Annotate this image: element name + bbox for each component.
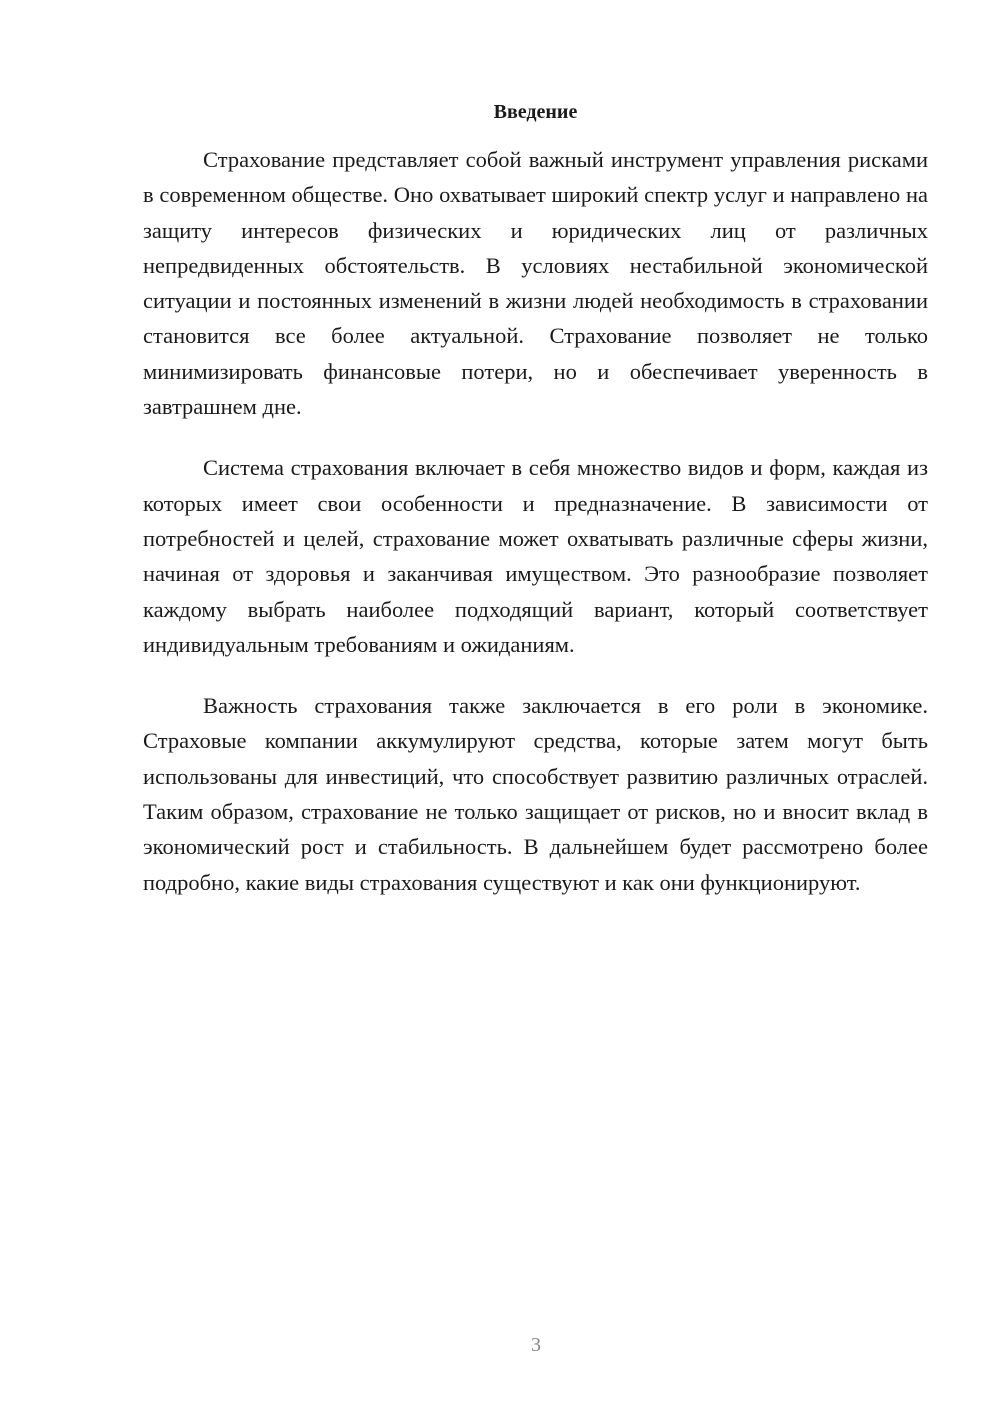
page-number: 3	[531, 1334, 541, 1356]
paragraph-2: Система страхования включает в себя множество видов и форм, каждая из которых имеет свои особенности и предназначение. В зависимости от потребностей и целей, страхование может охватывать различные сферы жизни, начиная от здоровья и заканчивая имуществом. Это разнообразие позволяет каждому выбрать наиболее подходящий вариант, который соответствует индивидуальным требованиям и ожиданиям.	[143, 455, 928, 657]
document-body	[143, 142, 928, 926]
paragraph-3: Важность страхования также заключается в его роли в экономике. Страховые компании аккумулируют средства, которые затем могут быть использованы для инвестиций, что способствует развитию различных отраслей. Таким образом, страхование не только защищает от рисков, но и вносит вклад в экономический рост и стабильность. В дальнейшем будет рассмотрено более подробно, какие виды страхования существуют и как они функционируют.	[143, 693, 928, 895]
page-title: Введение	[493, 101, 578, 123]
paragraph-1: Страхование представляет собой важный инструмент управления рисками в современном обществе. Оно охватывает широкий спектр услуг и направлено на защиту интересов физических и юридических лиц от различных непредвиденных обстоятельств. В условиях нестабильной экономической ситуации и постоянных изменений в жизни людей необходимость в страховании становится все более актуальной. Страхование позволяет не только минимизировать финансовые потери, но и обеспечивает уверенность в завтрашнем дне.	[143, 147, 928, 420]
